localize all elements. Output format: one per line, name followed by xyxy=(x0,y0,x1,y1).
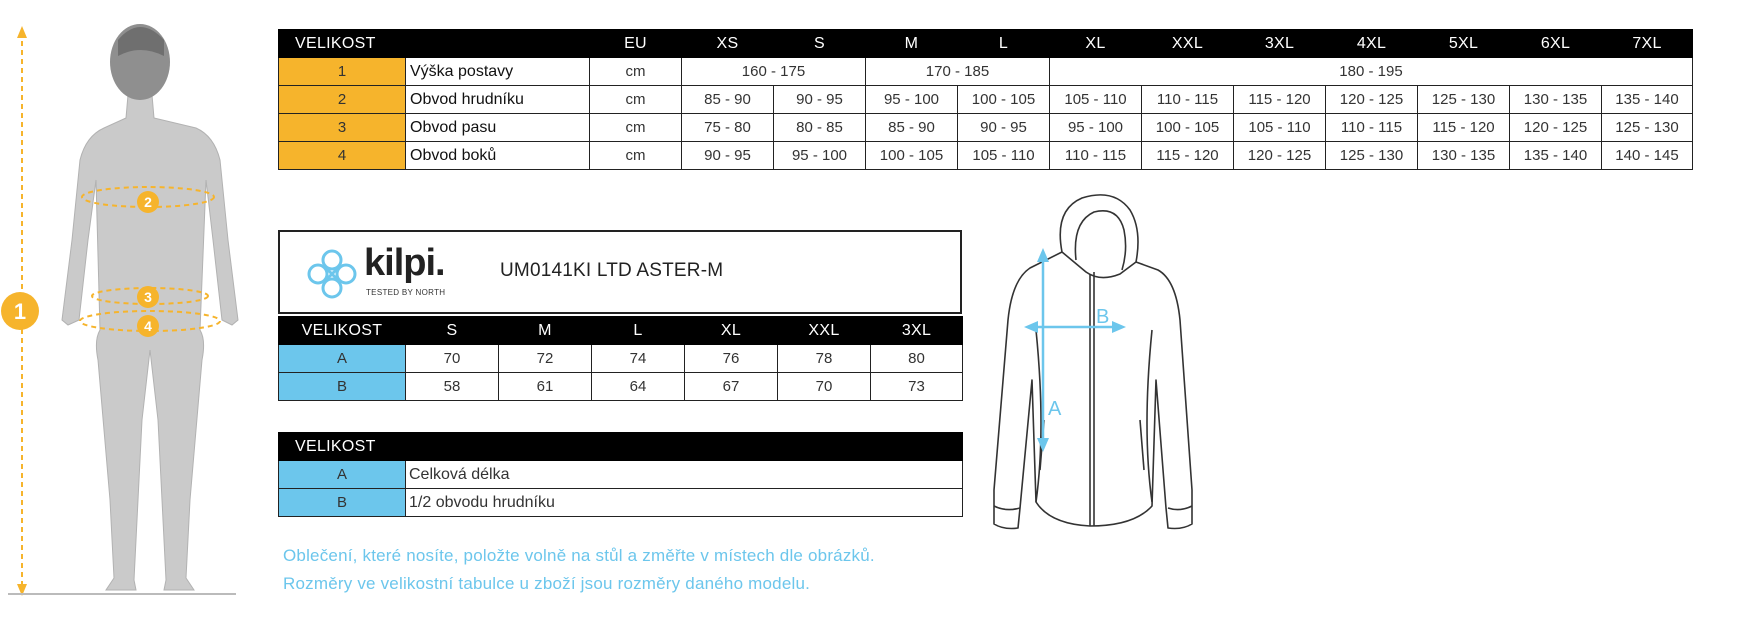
table-cell: 110 - 115 xyxy=(1142,86,1234,114)
row-label: Obvod hrudníku xyxy=(406,86,590,114)
table-cell: 64 xyxy=(592,373,685,401)
row-unit: cm xyxy=(590,114,682,142)
table-cell: 100 - 105 xyxy=(866,142,958,170)
table-cell: 90 - 95 xyxy=(682,142,774,170)
model-box xyxy=(278,230,962,314)
table-row xyxy=(279,461,963,489)
table-cell: 75 - 80 xyxy=(682,114,774,142)
header-size: XXL xyxy=(1142,30,1234,58)
table-cell: 100 - 105 xyxy=(1142,114,1234,142)
table-row xyxy=(279,114,1693,142)
table-cell: 135 - 140 xyxy=(1510,142,1602,170)
table-cell: 95 - 100 xyxy=(1050,114,1142,142)
table-cell: 140 - 145 xyxy=(1602,142,1693,170)
legend-description: 1/2 obvodu hrudníku xyxy=(406,489,963,517)
row-number: 2 xyxy=(279,86,406,114)
row-number: 4 xyxy=(279,142,406,170)
jacket-illustration xyxy=(990,190,1200,545)
table-cell: 85 - 90 xyxy=(866,114,958,142)
header-size: XXL xyxy=(778,317,871,345)
table-cell: 61 xyxy=(499,373,592,401)
table-cell: 130 - 135 xyxy=(1510,86,1602,114)
header-size: L xyxy=(592,317,685,345)
table-cell: 80 - 85 xyxy=(774,114,866,142)
header-size: M xyxy=(499,317,592,345)
table-cell: 135 - 140 xyxy=(1602,86,1693,114)
svg-text:4: 4 xyxy=(144,318,152,334)
table-cell: 110 - 115 xyxy=(1050,142,1142,170)
table-cell: 125 - 130 xyxy=(1602,114,1693,142)
table-row xyxy=(279,142,1693,170)
table-cell: 90 - 95 xyxy=(774,86,866,114)
table-cell: 115 - 120 xyxy=(1234,86,1326,114)
marker-2 xyxy=(137,191,159,213)
row-label: B xyxy=(279,489,406,517)
table-cell: 110 - 115 xyxy=(1326,114,1418,142)
table-cell: 67 xyxy=(685,373,778,401)
header-size: XL xyxy=(1050,30,1142,58)
table-cell: 100 - 105 xyxy=(958,86,1050,114)
table-cell: 125 - 130 xyxy=(1418,86,1510,114)
table-cell: 105 - 110 xyxy=(1234,114,1326,142)
body-silhouette xyxy=(62,95,238,590)
table-cell: 95 - 100 xyxy=(866,86,958,114)
header-eu: EU xyxy=(590,30,682,58)
header-size: 5XL xyxy=(1418,30,1510,58)
table-row xyxy=(279,58,1693,86)
table-cell: 130 - 135 xyxy=(1418,142,1510,170)
kilpi-logo-icon xyxy=(302,244,362,304)
row-unit: cm xyxy=(590,58,682,86)
table-cell: 120 - 125 xyxy=(1326,86,1418,114)
jacket-label-b: B xyxy=(1096,306,1110,328)
header-size: M xyxy=(866,30,958,58)
header-size: 7XL xyxy=(1602,30,1693,58)
model-header-row xyxy=(279,317,963,345)
size-chart-table xyxy=(278,29,1693,170)
table-cell: 76 xyxy=(685,345,778,373)
height-range: 170 - 185 xyxy=(866,58,1050,86)
height-range: 160 - 175 xyxy=(682,58,866,86)
table-cell: 70 xyxy=(406,345,499,373)
table-cell: 95 - 100 xyxy=(774,142,866,170)
table-cell: 72 xyxy=(499,345,592,373)
table-row xyxy=(279,489,963,517)
legend-header-row xyxy=(279,433,963,461)
row-label: A xyxy=(279,345,406,373)
marker-3 xyxy=(137,286,159,308)
svg-text:2: 2 xyxy=(144,194,152,210)
table-cell: 120 - 125 xyxy=(1510,114,1602,142)
model-size-table xyxy=(278,316,963,401)
row-number: 3 xyxy=(279,114,406,142)
height-range: 180 - 195 xyxy=(1050,58,1693,86)
header-blank xyxy=(406,30,590,58)
table-cell: 74 xyxy=(592,345,685,373)
instruction-note: Rozměry ve velikostní tabulce u zboží jsou rozměry daného modelu. xyxy=(283,574,811,593)
table-cell: 80 xyxy=(871,345,963,373)
header-velikost: VELIKOST xyxy=(279,30,406,58)
svg-text:3: 3 xyxy=(144,289,152,305)
legend-description: Celková délka xyxy=(406,461,963,489)
table-cell: 125 - 130 xyxy=(1326,142,1418,170)
row-label: B xyxy=(279,373,406,401)
model-code: UM0141KI LTD ASTER-M xyxy=(500,260,724,281)
table-cell: 120 - 125 xyxy=(1234,142,1326,170)
table-cell: 115 - 120 xyxy=(1418,114,1510,142)
table-row xyxy=(279,345,963,373)
row-label: Obvod boků xyxy=(406,142,590,170)
header-size: 4XL xyxy=(1326,30,1418,58)
row-label: Výška postavy xyxy=(406,58,590,86)
header-size: 3XL xyxy=(1234,30,1326,58)
table-row xyxy=(279,86,1693,114)
brand-tagline: TESTED BY NORTH xyxy=(366,288,446,297)
header-size: 6XL xyxy=(1510,30,1602,58)
header-size: XS xyxy=(682,30,774,58)
header-blank xyxy=(406,433,963,461)
row-unit: cm xyxy=(590,142,682,170)
row-label: A xyxy=(279,461,406,489)
row-number: 1 xyxy=(279,58,406,86)
table-row xyxy=(279,373,963,401)
header-size: S xyxy=(774,30,866,58)
row-unit: cm xyxy=(590,86,682,114)
table-cell: 58 xyxy=(406,373,499,401)
svg-text:1: 1 xyxy=(13,299,27,324)
row-label: Obvod pasu xyxy=(406,114,590,142)
table-cell: 73 xyxy=(871,373,963,401)
table-cell: 115 - 120 xyxy=(1142,142,1234,170)
marker-4 xyxy=(137,315,159,337)
instruction-note: Oblečení, které nosíte, položte volně na stůl a změřte v místech dle obrázků. xyxy=(283,546,875,565)
table-cell: 105 - 110 xyxy=(958,142,1050,170)
brand-logo-text: kilpi. xyxy=(364,242,445,284)
jacket-label-a: A xyxy=(1048,398,1062,420)
header-size: XL xyxy=(685,317,778,345)
body-figure xyxy=(0,0,250,628)
header-size: S xyxy=(406,317,499,345)
table-cell: 90 - 95 xyxy=(958,114,1050,142)
table-cell: 85 - 90 xyxy=(682,86,774,114)
header-size: 3XL xyxy=(871,317,963,345)
size-chart-header-row xyxy=(279,30,1693,58)
header-velikost: VELIKOST xyxy=(279,317,406,345)
marker-1 xyxy=(1,292,39,330)
legend-table xyxy=(278,432,963,517)
table-cell: 78 xyxy=(778,345,871,373)
header-velikost: VELIKOST xyxy=(279,433,406,461)
table-cell: 105 - 110 xyxy=(1050,86,1142,114)
table-cell: 70 xyxy=(778,373,871,401)
header-size: L xyxy=(958,30,1050,58)
